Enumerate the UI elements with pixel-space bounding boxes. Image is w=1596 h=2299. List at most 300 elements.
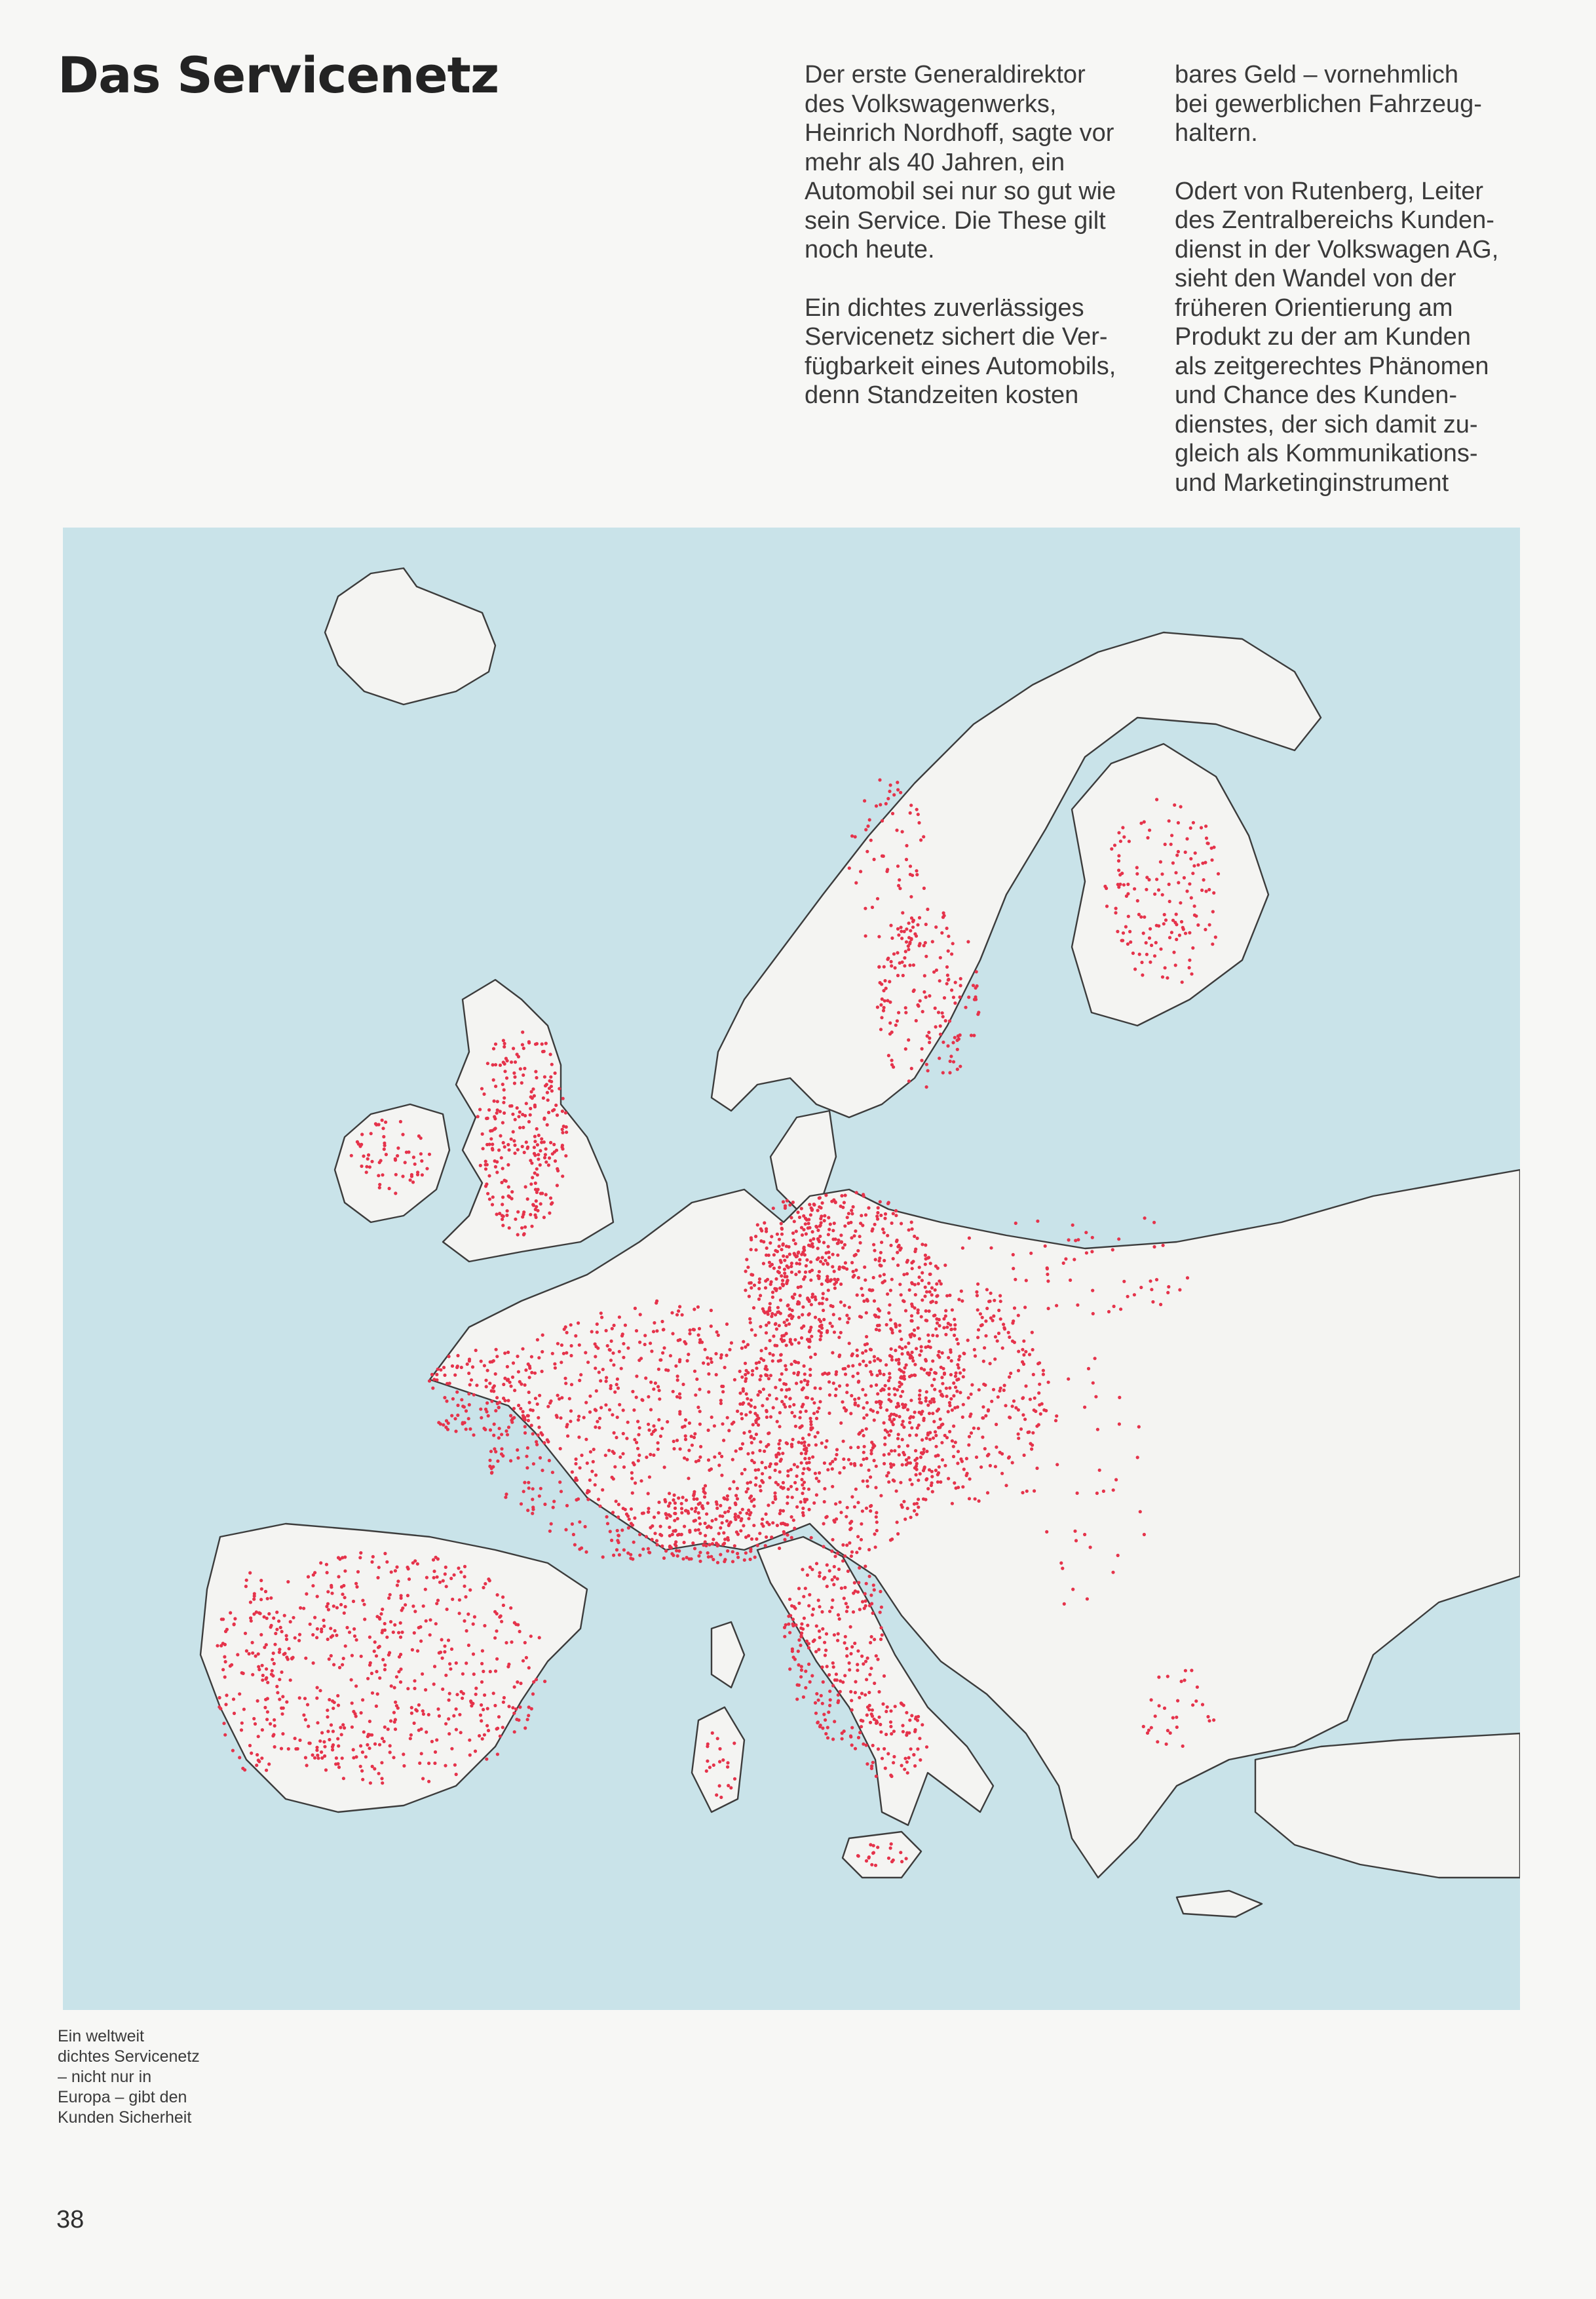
service-dot [501, 1167, 504, 1170]
service-dot [275, 1628, 278, 1631]
service-dot [950, 1359, 953, 1362]
service-dot [849, 1221, 852, 1224]
service-dot [504, 1496, 507, 1499]
service-dot [511, 1376, 514, 1379]
service-dot [1150, 944, 1153, 947]
service-dot [488, 1459, 491, 1462]
service-dot [719, 1399, 723, 1402]
service-dot [462, 1692, 465, 1695]
service-dot [815, 1625, 818, 1628]
service-dot [535, 1678, 538, 1681]
service-dot [532, 1680, 535, 1684]
service-dot [943, 1372, 946, 1376]
service-dot [905, 844, 908, 847]
service-dot [818, 1275, 821, 1278]
service-dot [748, 1317, 751, 1321]
service-dot [826, 1330, 829, 1334]
service-dot [763, 1221, 766, 1224]
service-dot [685, 1499, 688, 1502]
service-dot [874, 1545, 877, 1549]
service-dot [472, 1652, 475, 1655]
service-dot [461, 1421, 465, 1424]
service-dot [791, 1309, 794, 1312]
service-dot [821, 1726, 824, 1729]
service-dot [907, 1756, 911, 1760]
service-dot [1207, 841, 1210, 845]
service-dot [845, 1515, 848, 1518]
service-dot [812, 1412, 816, 1415]
service-dot [524, 1368, 527, 1372]
service-dot [1143, 1533, 1146, 1536]
service-dot [900, 1764, 903, 1767]
service-dot [435, 1373, 438, 1376]
service-dot [1190, 973, 1193, 976]
service-dot [510, 1421, 514, 1424]
service-dot [559, 1447, 562, 1450]
service-dot [878, 1328, 881, 1332]
service-dot [873, 1223, 877, 1226]
service-dot [1183, 876, 1186, 879]
service-dot [918, 1397, 921, 1401]
service-dot [942, 912, 945, 915]
service-dot [383, 1740, 386, 1743]
service-dot [818, 1471, 821, 1475]
service-dot [913, 1306, 917, 1309]
service-dot [952, 1425, 955, 1428]
service-dot [717, 1334, 720, 1337]
service-dot [384, 1121, 387, 1124]
service-dot [808, 1461, 811, 1464]
land-ireland [335, 1104, 449, 1222]
service-dot [902, 1300, 905, 1303]
service-dot [954, 981, 957, 984]
service-dot [793, 1481, 797, 1484]
service-dot [494, 1127, 497, 1130]
service-dot [513, 1075, 516, 1079]
service-dot [513, 1686, 516, 1689]
service-dot [905, 927, 908, 931]
service-dot [774, 1322, 777, 1325]
service-dot [493, 1159, 497, 1163]
service-dot [456, 1364, 459, 1368]
service-dot [790, 1536, 793, 1539]
service-dot [658, 1533, 662, 1536]
service-dot [824, 1718, 827, 1722]
service-dot [396, 1583, 399, 1587]
service-dot [720, 1474, 723, 1477]
service-dot [569, 1409, 573, 1412]
service-dot [497, 1437, 501, 1440]
service-dot [359, 1551, 362, 1555]
service-dot [615, 1548, 618, 1551]
service-dot [278, 1697, 281, 1701]
service-dot [643, 1343, 647, 1346]
service-dot [925, 1450, 928, 1453]
service-dot [967, 1443, 970, 1446]
service-dot [409, 1737, 412, 1740]
service-dot [678, 1396, 681, 1399]
service-dot [353, 1712, 356, 1715]
service-dot [970, 1431, 973, 1435]
service-dot [681, 1383, 685, 1386]
service-dot [919, 1472, 922, 1475]
service-dot [451, 1364, 454, 1368]
service-dot [744, 1536, 748, 1539]
service-dot [575, 1498, 578, 1501]
service-dot [499, 1064, 502, 1067]
service-dot [578, 1379, 581, 1382]
service-dot [524, 1185, 527, 1188]
service-dot [850, 1394, 853, 1397]
service-dot [656, 1385, 660, 1388]
service-dot [617, 1503, 620, 1506]
service-dot [399, 1653, 402, 1656]
service-dot [870, 1635, 873, 1638]
service-dot [776, 1524, 779, 1527]
service-dot [669, 1515, 672, 1518]
service-dot [797, 1684, 801, 1687]
service-dot [1113, 843, 1116, 847]
service-dot [546, 1091, 549, 1094]
service-dot [689, 1328, 692, 1332]
service-dot [595, 1389, 598, 1393]
service-dot [303, 1697, 307, 1700]
service-dot [743, 1558, 746, 1562]
service-dot [1073, 1258, 1076, 1261]
service-dot [240, 1722, 244, 1725]
service-dot [755, 1362, 758, 1365]
service-dot [909, 937, 913, 940]
service-dot [823, 1461, 826, 1465]
service-dot [732, 1741, 736, 1745]
service-dot [800, 1478, 803, 1481]
service-dot [900, 1860, 903, 1863]
service-dot [655, 1329, 658, 1332]
service-dot [693, 1370, 696, 1373]
service-dot [653, 1532, 656, 1535]
service-dot [809, 1260, 812, 1264]
service-dot [612, 1363, 615, 1366]
service-dot [256, 1753, 259, 1756]
service-dot [529, 1113, 532, 1117]
service-dot [668, 1545, 672, 1548]
service-dot [955, 1338, 959, 1341]
service-dot [341, 1663, 344, 1667]
service-dot [915, 1465, 918, 1468]
service-dot [676, 1555, 679, 1558]
service-dot [924, 1399, 928, 1402]
service-dot [361, 1599, 364, 1602]
service-dot [380, 1777, 383, 1780]
service-dot [1142, 931, 1145, 935]
service-dot [767, 1377, 770, 1380]
service-dot [944, 1019, 947, 1022]
service-dot [731, 1458, 734, 1461]
service-dot [893, 1387, 896, 1391]
service-dot [873, 858, 876, 861]
service-dot [758, 1532, 761, 1535]
service-dot [1190, 896, 1193, 899]
service-dot [519, 1407, 522, 1410]
service-dot [902, 1500, 905, 1503]
service-dot [432, 1558, 435, 1562]
service-dot [814, 1298, 817, 1301]
service-dot [1205, 836, 1208, 840]
service-dot [903, 930, 906, 933]
service-dot [512, 1712, 516, 1715]
europe-service-map [63, 528, 1520, 2010]
service-dot [254, 1722, 257, 1726]
service-dot [921, 1271, 924, 1275]
service-dot [406, 1687, 409, 1690]
service-dot [1189, 826, 1192, 830]
service-dot [668, 1526, 671, 1529]
service-dot [634, 1307, 637, 1310]
service-dot [465, 1629, 468, 1632]
service-dot [887, 1452, 890, 1456]
service-dot [895, 1240, 898, 1243]
service-dot [898, 1368, 901, 1371]
service-dot [1159, 1303, 1162, 1306]
service-dot [801, 1492, 804, 1495]
service-dot [903, 1405, 907, 1408]
service-dot [719, 1526, 722, 1530]
service-dot [269, 1722, 272, 1726]
service-dot [1002, 1389, 1006, 1392]
service-dot [525, 1466, 529, 1469]
service-dot [918, 1337, 921, 1340]
service-dot [833, 1269, 836, 1273]
service-dot [1169, 843, 1173, 846]
service-dot [1110, 847, 1113, 851]
service-dot [913, 1235, 916, 1238]
service-dot [598, 1370, 601, 1374]
service-dot [260, 1587, 263, 1591]
service-dot [976, 1308, 979, 1311]
service-dot [997, 1309, 1000, 1312]
service-dot [678, 1392, 681, 1395]
service-dot [920, 1451, 923, 1454]
service-dot [1076, 1492, 1079, 1495]
service-dot [978, 1499, 981, 1503]
service-dot [569, 1420, 572, 1423]
service-dot [379, 1612, 383, 1615]
service-dot [259, 1579, 263, 1582]
service-dot [976, 1013, 979, 1016]
service-dot [827, 1710, 830, 1714]
service-dot [251, 1673, 254, 1676]
service-dot [1054, 1419, 1057, 1422]
service-dot [503, 1096, 506, 1100]
service-dot [786, 1501, 789, 1505]
service-dot [533, 1140, 537, 1143]
service-dot [883, 1674, 886, 1678]
service-dot [764, 1373, 767, 1376]
service-dot [564, 1528, 567, 1532]
service-dot [906, 1352, 909, 1355]
service-dot [909, 1399, 913, 1402]
service-dot [1191, 1703, 1194, 1707]
service-dot [831, 1253, 835, 1256]
service-dot [740, 1376, 744, 1379]
service-dot [759, 1484, 762, 1488]
service-dot [772, 1253, 776, 1256]
service-dot [697, 1459, 700, 1462]
service-dot [998, 1451, 1002, 1454]
service-dot [756, 1544, 759, 1547]
service-dot [489, 1670, 492, 1673]
land-crete [1177, 1891, 1262, 1917]
service-dot [584, 1525, 587, 1528]
service-dot [377, 1646, 380, 1649]
service-dot [843, 1596, 846, 1600]
service-dot [256, 1699, 259, 1703]
service-dot [1143, 1216, 1147, 1220]
service-dot [563, 1328, 566, 1331]
service-dot [839, 1233, 843, 1237]
service-dot [883, 965, 886, 969]
service-dot [604, 1454, 607, 1457]
service-dot [915, 1457, 919, 1460]
service-dot [535, 1042, 539, 1045]
service-dot [633, 1517, 636, 1520]
service-dot [606, 1522, 609, 1525]
service-dot [846, 1364, 850, 1368]
service-dot [1093, 1357, 1097, 1360]
service-dot [443, 1374, 446, 1377]
service-dot [1126, 942, 1130, 946]
service-dot [516, 1233, 520, 1236]
service-dot [674, 1512, 677, 1515]
service-dot [323, 1745, 326, 1748]
service-dot [650, 1433, 653, 1436]
service-dot [815, 1692, 818, 1695]
service-dot [801, 1437, 805, 1440]
service-dot [490, 1471, 493, 1474]
service-dot [534, 1397, 537, 1400]
service-dot [782, 1334, 786, 1337]
service-dot [273, 1724, 276, 1728]
service-dot [911, 1267, 914, 1270]
service-dot [939, 1033, 942, 1036]
service-dot [930, 1384, 934, 1387]
service-dot [890, 1449, 893, 1452]
service-dot [497, 1715, 501, 1718]
service-dot [1118, 1396, 1121, 1399]
service-dot [898, 1445, 901, 1448]
service-dot [307, 1741, 311, 1745]
service-dot [873, 1682, 876, 1685]
service-dot [845, 1602, 848, 1605]
service-dot [795, 1505, 799, 1509]
service-dot [495, 1728, 499, 1731]
service-dot [599, 1311, 603, 1315]
service-dot [865, 1311, 868, 1315]
service-dot [521, 1030, 524, 1034]
service-dot [968, 1435, 971, 1439]
service-dot [1163, 913, 1166, 916]
service-dot [355, 1585, 358, 1589]
service-dot [826, 1665, 829, 1668]
service-dot [544, 1042, 548, 1045]
service-dot [571, 1471, 574, 1474]
service-dot [868, 1361, 871, 1364]
service-dot [1122, 836, 1126, 839]
service-dot [324, 1768, 328, 1771]
service-dot [365, 1165, 368, 1169]
service-dot [873, 1359, 876, 1362]
service-dot [890, 1775, 893, 1778]
service-dot [447, 1638, 450, 1642]
service-dot [829, 1304, 833, 1307]
service-dot [854, 1229, 857, 1233]
service-dot [849, 1412, 852, 1415]
service-dot [894, 1325, 898, 1328]
service-dot [1194, 914, 1198, 918]
service-dot [886, 1430, 889, 1433]
service-dot [943, 1434, 947, 1437]
service-dot [344, 1605, 347, 1608]
service-dot [631, 1492, 634, 1495]
service-dot [910, 1220, 913, 1224]
service-dot [954, 1440, 957, 1444]
service-dot [921, 1279, 924, 1282]
service-dot [924, 1309, 928, 1313]
service-dot [917, 1326, 920, 1330]
service-dot [539, 1149, 542, 1152]
service-dot [354, 1684, 358, 1688]
service-dot [931, 1334, 934, 1337]
service-dot [953, 1318, 956, 1321]
service-dot [605, 1515, 609, 1518]
service-dot [656, 1543, 659, 1546]
service-dot [550, 1522, 553, 1526]
service-dot [550, 1203, 553, 1206]
service-dot [582, 1416, 586, 1419]
service-dot [897, 1358, 900, 1361]
service-dot [865, 1342, 869, 1345]
service-dot [1033, 1397, 1036, 1400]
service-dot [946, 974, 949, 977]
service-dot [838, 1471, 841, 1475]
service-dot [941, 1395, 944, 1398]
service-dot [887, 1480, 890, 1484]
service-dot [984, 1319, 987, 1323]
service-dot [570, 1383, 573, 1386]
service-dot [792, 1605, 795, 1608]
service-dot [488, 1197, 491, 1201]
service-dot [612, 1477, 615, 1480]
service-dot [626, 1346, 630, 1349]
service-dot [995, 1446, 998, 1449]
service-dot [1184, 1669, 1187, 1672]
service-dot [780, 1233, 784, 1236]
service-dot [705, 1513, 708, 1516]
service-dot [842, 1458, 845, 1461]
service-dot [453, 1374, 457, 1377]
service-dot [850, 1726, 854, 1729]
service-dot [775, 1397, 778, 1401]
service-dot [915, 1502, 919, 1505]
service-dot [805, 1498, 808, 1501]
service-dot [948, 1386, 951, 1389]
service-dot [637, 1454, 641, 1457]
service-dot [527, 1391, 531, 1394]
service-dot [902, 974, 905, 977]
service-dot [1116, 1554, 1120, 1557]
service-dot [864, 1660, 867, 1663]
service-dot [554, 1072, 557, 1075]
